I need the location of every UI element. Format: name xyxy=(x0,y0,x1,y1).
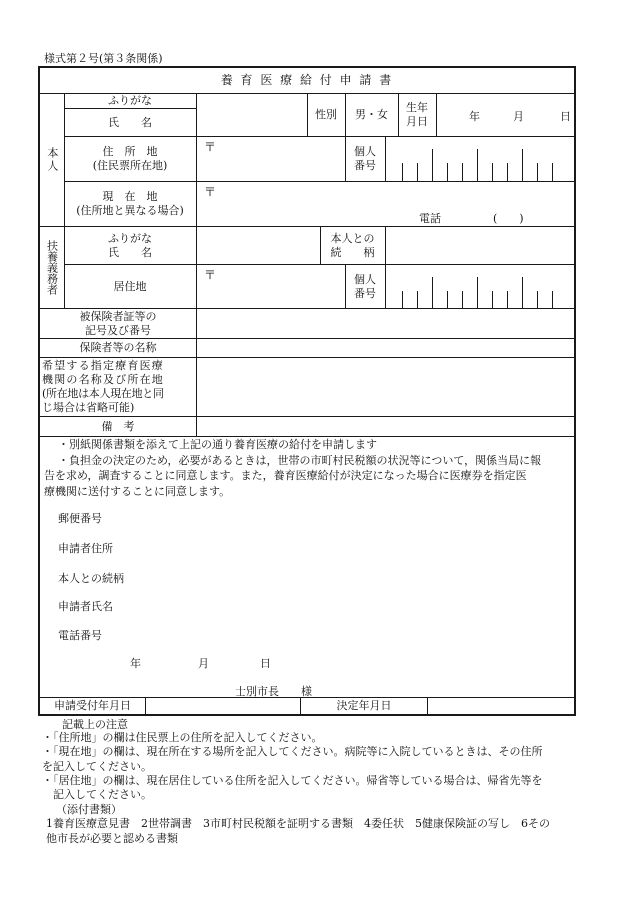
digit-tick xyxy=(462,291,463,308)
form-number: 様式第２号(第３条関係) xyxy=(44,52,163,65)
digit-tick xyxy=(462,163,463,181)
digit-tick xyxy=(402,291,403,308)
date-year-unit: 年 xyxy=(130,657,141,670)
declaration-line: 療機関に送付することに同意します。 xyxy=(44,484,231,498)
insurance-card-label xyxy=(40,309,196,338)
note-line: を記入してください。 xyxy=(42,760,152,773)
applicant-address-label: 申請者住所 xyxy=(58,542,113,555)
digit-tick xyxy=(522,149,523,181)
dob-year-unit: 年 xyxy=(469,110,480,123)
note-line: ・「現在地」の欄は、現在所在する場所を記入してください。病院等に入院しているときは、その住所 xyxy=(42,745,543,758)
guardian-name-label xyxy=(64,227,196,264)
personal-number-line2: 番号 xyxy=(354,159,376,172)
personal-number-line2: 番号 xyxy=(354,286,376,300)
form-title: 養 育 医 療 給 付 申 請 書 xyxy=(220,73,394,87)
date-day-unit: 日 xyxy=(260,657,271,670)
self-personal-number-label xyxy=(345,137,385,181)
hospital-label xyxy=(42,359,194,416)
digit-tick xyxy=(477,277,478,308)
receipt-date-label: 申請受付年月日 xyxy=(54,699,131,713)
digit-tick xyxy=(432,277,433,308)
declaration-line: 告を求め，調査することに同意します。また，養育医療給付が決定になった場合に医療券を指定医 xyxy=(44,469,527,482)
remarks-field[interactable] xyxy=(197,417,574,436)
digit-tick xyxy=(522,277,523,308)
digit-tick xyxy=(537,291,538,308)
declaration-line: ・負担金の決定のため，必要があるときは，世帯の市町村民税額の状況等について，関係当局に報 xyxy=(58,453,542,467)
guardian-group-text: 扶養義務者 xyxy=(45,239,59,295)
digit-tick xyxy=(417,291,418,308)
receipt-date-field[interactable] xyxy=(146,698,300,714)
hospital-label-line: (所在地は本人現在地と同 xyxy=(42,387,164,400)
rule xyxy=(385,136,386,181)
hospital-field[interactable] xyxy=(197,358,574,416)
insurance-card-line1: 被保険者証等の xyxy=(79,309,157,323)
declaration-line: ・別紙関係書類を添えて上記の通り養育医療の給付を申請します xyxy=(58,438,377,451)
digit-tick xyxy=(447,163,448,181)
self-furigana-label: ふりがな xyxy=(108,94,152,108)
relation-label-line2: 続 柄 xyxy=(330,245,375,259)
insurer-name-field[interactable] xyxy=(197,339,574,357)
rule xyxy=(385,264,386,308)
guardian-personal-number-label xyxy=(345,265,385,308)
dob-label-line1: 生年 xyxy=(406,101,428,115)
residence-label: 居住地 xyxy=(113,279,147,293)
hospital-label-line: 希望する指定療育医療 xyxy=(42,359,164,372)
digit-tick xyxy=(402,163,403,181)
digit-tick xyxy=(447,291,448,308)
digit-tick xyxy=(492,291,493,308)
digit-tick xyxy=(537,163,538,181)
guardian-furigana-label: ふりがな xyxy=(108,231,152,245)
attachment-line: 他市長が必要と認める書類 xyxy=(46,832,178,845)
decision-date-label: 決定年月日 xyxy=(336,699,392,713)
residence-field[interactable] xyxy=(197,265,345,308)
self-name-field[interactable] xyxy=(197,109,307,136)
relation-field[interactable] xyxy=(386,227,574,264)
guardian-group-label xyxy=(40,226,64,308)
declaration xyxy=(44,437,572,499)
current-location-main: 現 在 地 xyxy=(102,190,158,204)
postal-code-label: 郵便番号 xyxy=(58,512,102,525)
address-label-main: 住 所 地 xyxy=(102,145,158,159)
applicant-phone-label: 電話番号 xyxy=(58,629,102,642)
digit-tick xyxy=(432,149,433,181)
current-location-sub: (住所地と異なる場合) xyxy=(76,204,184,217)
notes-heading: 記載上の注意 xyxy=(62,718,128,731)
dob-label-line2: 月日 xyxy=(406,115,428,128)
guardian-name-text: 氏 名 xyxy=(108,245,152,259)
note-line: ・「居住地」の欄は、現在居住している住所を記入してください。帰省等している場合は、帰省先等を xyxy=(42,774,543,787)
digit-tick xyxy=(417,163,418,181)
insurance-card-line2: 記号及び番号 xyxy=(85,323,151,337)
phone-area-code[interactable]: ( ) xyxy=(493,212,524,225)
date-month-unit: 月 xyxy=(198,657,209,670)
digit-tick xyxy=(507,291,508,308)
insurance-card-field[interactable] xyxy=(197,309,574,338)
addressee: 士別市長 様 xyxy=(235,685,312,698)
dob-label xyxy=(398,94,436,136)
note-line: ・「住所地」の欄は住民票上の住所を記入してください。 xyxy=(42,731,323,744)
attachment-line: 1養育医療意見書 2世帯調書 3市町村民税額を証明する書類 4委任状 5健康保険証の写し 6その xyxy=(46,817,550,830)
self-group-label xyxy=(40,94,64,226)
sex-options[interactable]: 男・女 xyxy=(355,108,388,122)
dob-month-unit: 月 xyxy=(513,110,524,123)
hospital-label-line: じ場合は省略可能) xyxy=(42,401,135,414)
self-furigana-field[interactable] xyxy=(197,94,307,108)
insurer-name-label: 保険者等の名称 xyxy=(79,341,157,355)
personal-number-line1: 個人 xyxy=(354,145,376,159)
digit-tick xyxy=(477,149,478,181)
address-field[interactable] xyxy=(197,137,345,181)
frame-right xyxy=(574,66,576,716)
phone-label: 電話 xyxy=(419,212,441,225)
dob-day-unit: 日 xyxy=(560,110,571,123)
attachments-heading: （添付書類） xyxy=(56,803,122,816)
remarks-label: 備 考 xyxy=(101,419,135,433)
digit-tick xyxy=(552,291,553,308)
current-location-label xyxy=(64,182,196,226)
applicant-name-label: 申請者氏名 xyxy=(58,600,113,613)
relation-label-line1: 本人との xyxy=(330,231,375,245)
hospital-label-line: 機関の名称及び所在地 xyxy=(42,373,164,386)
self-name-label: 氏 名 xyxy=(108,115,152,129)
personal-number-line1: 個人 xyxy=(354,272,376,286)
decision-date-field[interactable] xyxy=(428,698,574,714)
postal-mark: 〒 xyxy=(204,268,217,282)
relation-label xyxy=(320,227,385,264)
sex-label: 性別 xyxy=(315,108,337,122)
digit-tick xyxy=(552,163,553,181)
postal-mark: 〒 xyxy=(204,140,217,154)
digit-tick xyxy=(492,163,493,181)
address-label xyxy=(64,137,196,181)
dob-field[interactable] xyxy=(437,94,574,136)
self-group-text: 本人 xyxy=(45,147,59,173)
postal-mark: 〒 xyxy=(204,185,217,199)
applicant-relation-label: 本人との続柄 xyxy=(58,572,124,585)
guardian-name-field[interactable] xyxy=(197,227,320,264)
address-label-sub: (住民票所在地) xyxy=(92,159,168,172)
digit-tick xyxy=(507,163,508,181)
note-line: 記入してください。 xyxy=(42,788,152,801)
current-location-field[interactable] xyxy=(197,182,574,226)
